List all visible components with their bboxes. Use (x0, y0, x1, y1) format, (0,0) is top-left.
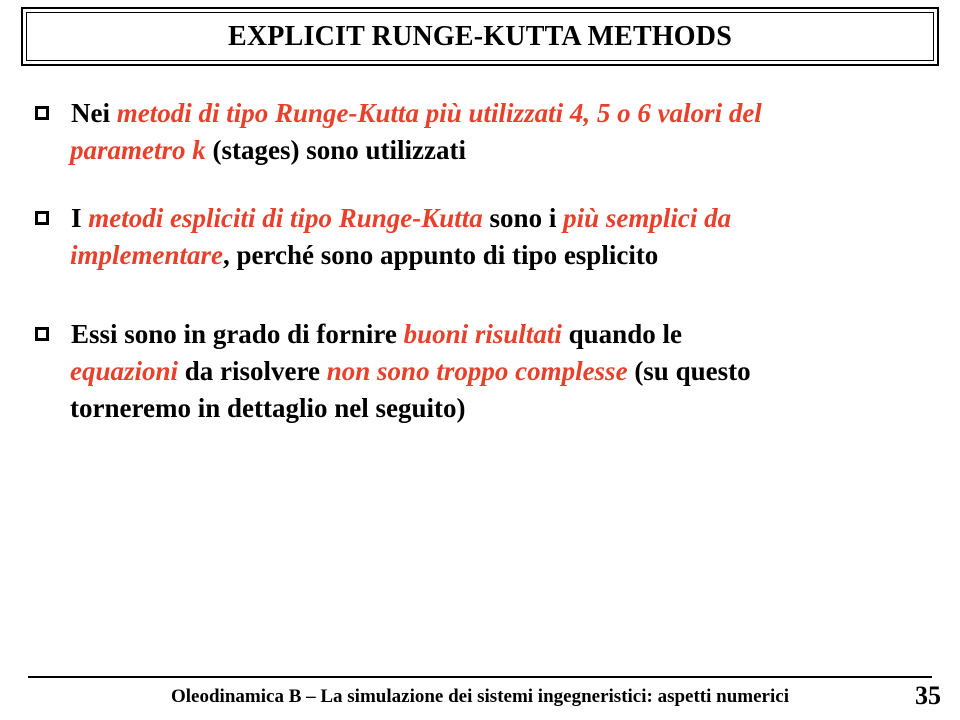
bullet-3-line-2 (35, 353, 751, 390)
text-run: (stages) sono utilizzati (205, 135, 466, 165)
bullet-2-line-2 (35, 237, 731, 274)
checkbox-bullet-icon (35, 327, 49, 341)
checkbox-bullet-icon (35, 106, 49, 120)
highlight-run: metodi espliciti di tipo Runge-Kutta (88, 203, 483, 233)
text-run: quando le (561, 319, 682, 349)
highlight-run: buoni risultati (403, 319, 562, 349)
text-run: Nei (71, 98, 117, 128)
bullet-3-line-3 (35, 390, 751, 427)
text-run: torneremo in dettaglio nel seguito) (70, 393, 466, 423)
bullet-1-line-2 (35, 132, 762, 169)
bullet-3 (35, 316, 751, 427)
bullet-1 (35, 95, 762, 169)
checkbox-bullet-icon (35, 211, 49, 225)
bullet-1-line-1 (35, 95, 762, 132)
footer-caption: Oleodinamica B – La simulazione dei sistemi ingegneristici: aspetti numerici (171, 686, 789, 707)
highlight-run: più semplici da (563, 203, 732, 233)
highlight-run: equazioni (70, 356, 179, 386)
text-run: (su questo (627, 356, 751, 386)
slide-title: EXPLICIT RUNGE-KUTTA METHODS (228, 20, 732, 52)
highlight-run: metodi di tipo Runge-Kutta più utilizzati 4, 5 o 6 valori del (116, 98, 762, 128)
highlight-run: implementare (70, 240, 223, 270)
highlight-run: parametro k (70, 135, 206, 165)
text-run: da risolvere (178, 356, 327, 386)
text-run: sono i (482, 203, 564, 233)
highlight-run: non sono troppo complesse (326, 356, 628, 386)
bullet-2 (35, 200, 731, 274)
title-frame (21, 7, 939, 66)
text-run: I (71, 203, 89, 233)
text-run: Essi sono in grado di fornire (71, 319, 404, 349)
title-inner-frame (26, 12, 934, 61)
footer-divider (28, 676, 932, 678)
bullet-2-line-1 (35, 200, 731, 237)
text-run: , perché sono appunto di tipo esplicito (222, 240, 659, 270)
page-number: 35 (915, 681, 941, 710)
bullet-3-line-1 (35, 316, 751, 353)
